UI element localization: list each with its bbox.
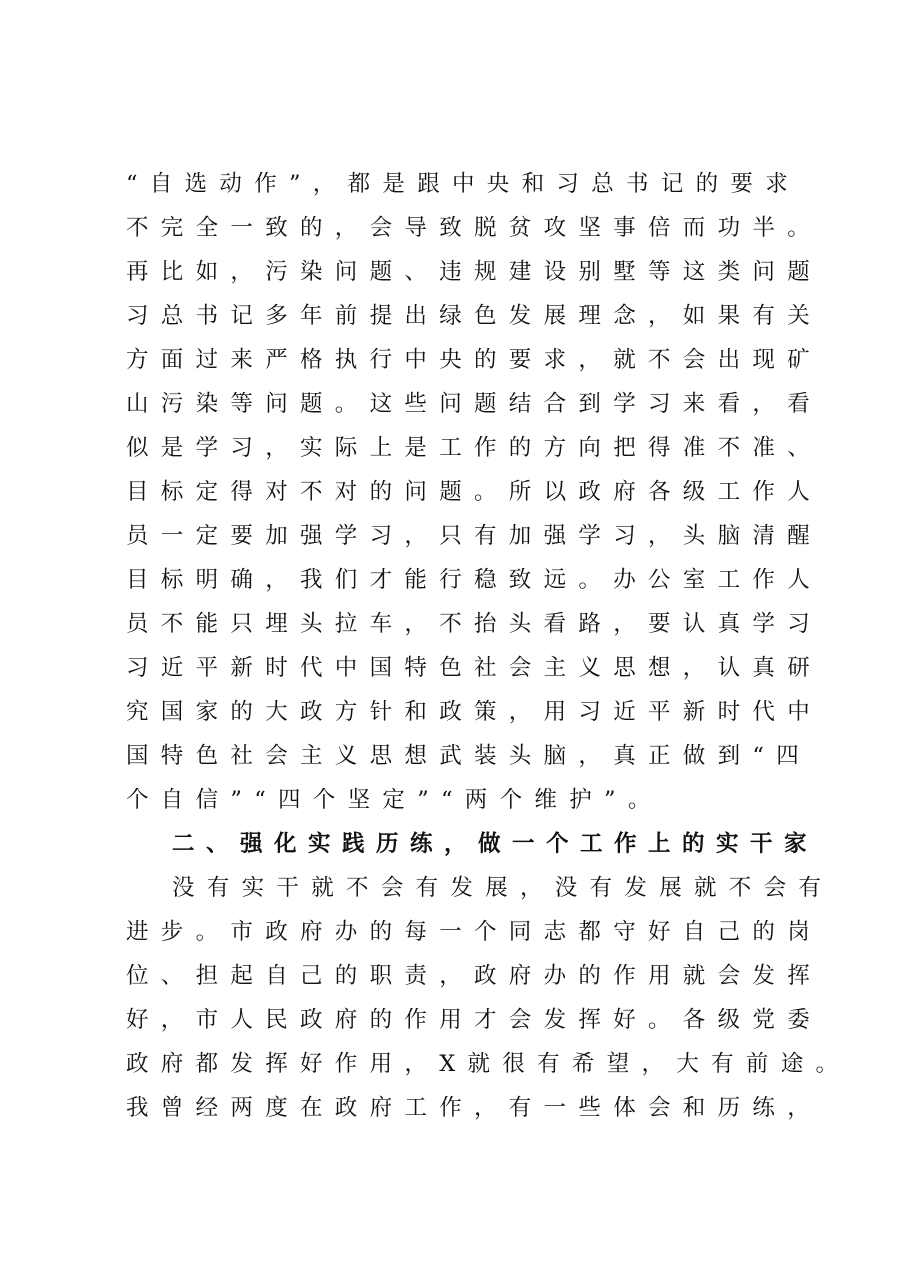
- text-line-4: 习总书记多年前提出绿色发展理念，如果有关: [126, 303, 823, 329]
- text-line-2: 不完全一致的，会导致脱贫攻坚事倍而功半。: [126, 215, 823, 241]
- text-line-9: 员一定要加强学习，只有加强学习，头脑清醒: [126, 523, 823, 549]
- text-line-12: 习近平新时代中国特色社会主义思想，认真研: [126, 655, 823, 681]
- text-line-10: 目标明确，我们才能行稳致远。办公室工作人: [126, 567, 823, 593]
- text-line-19: 好，市人民政府的作用才会发挥好。各级党委: [126, 1007, 823, 1033]
- paragraph-first-line: 没有实干就不会有发展，没有发展就不会有: [172, 875, 834, 901]
- text-line-7: 似是学习，实际上是工作的方向把得准不准、: [126, 435, 823, 461]
- text-line-5: 方面过来严格执行中央的要求，就不会出现矿: [126, 347, 823, 373]
- text-line-3: 再比如，污染问题、违规建设别墅等这类问题: [126, 259, 823, 285]
- text-line-1: “自选动作”，都是跟中央和习总书记的要求: [126, 171, 801, 197]
- section-heading: 二、强化实践历练，做一个工作上的实干家: [172, 831, 819, 857]
- text-line-14: 国特色社会主义思想武装头脑，真正做到“四: [126, 743, 812, 769]
- text-line-18: 位、担起自己的职责，政府办的作用就会发挥: [126, 963, 823, 989]
- text-line-11: 员不能只埋头拉车，不抬头看路，要认真学习: [126, 611, 823, 637]
- text-line-6: 山污染等问题。这些问题结合到学习来看，看: [126, 391, 823, 417]
- document-body: [126, 162, 851, 1130]
- text-line-21: 我曾经两度在政府工作，有一些体会和历练，: [126, 1095, 823, 1121]
- text-line-8: 目标定得对不对的问题。所以政府各级工作人: [126, 479, 823, 505]
- text-line-13: 究国家的大政方针和政策，用习近平新时代中: [126, 699, 823, 725]
- text-line-15: 个自信”“四个坚定”“两个维护”。: [126, 787, 663, 813]
- text-line-17: 进步。市政府办的每一个同志都守好自己的岗: [126, 919, 823, 945]
- text-line-20: 政府都发挥好作用，X就很有希望，大有前途。: [126, 1051, 851, 1077]
